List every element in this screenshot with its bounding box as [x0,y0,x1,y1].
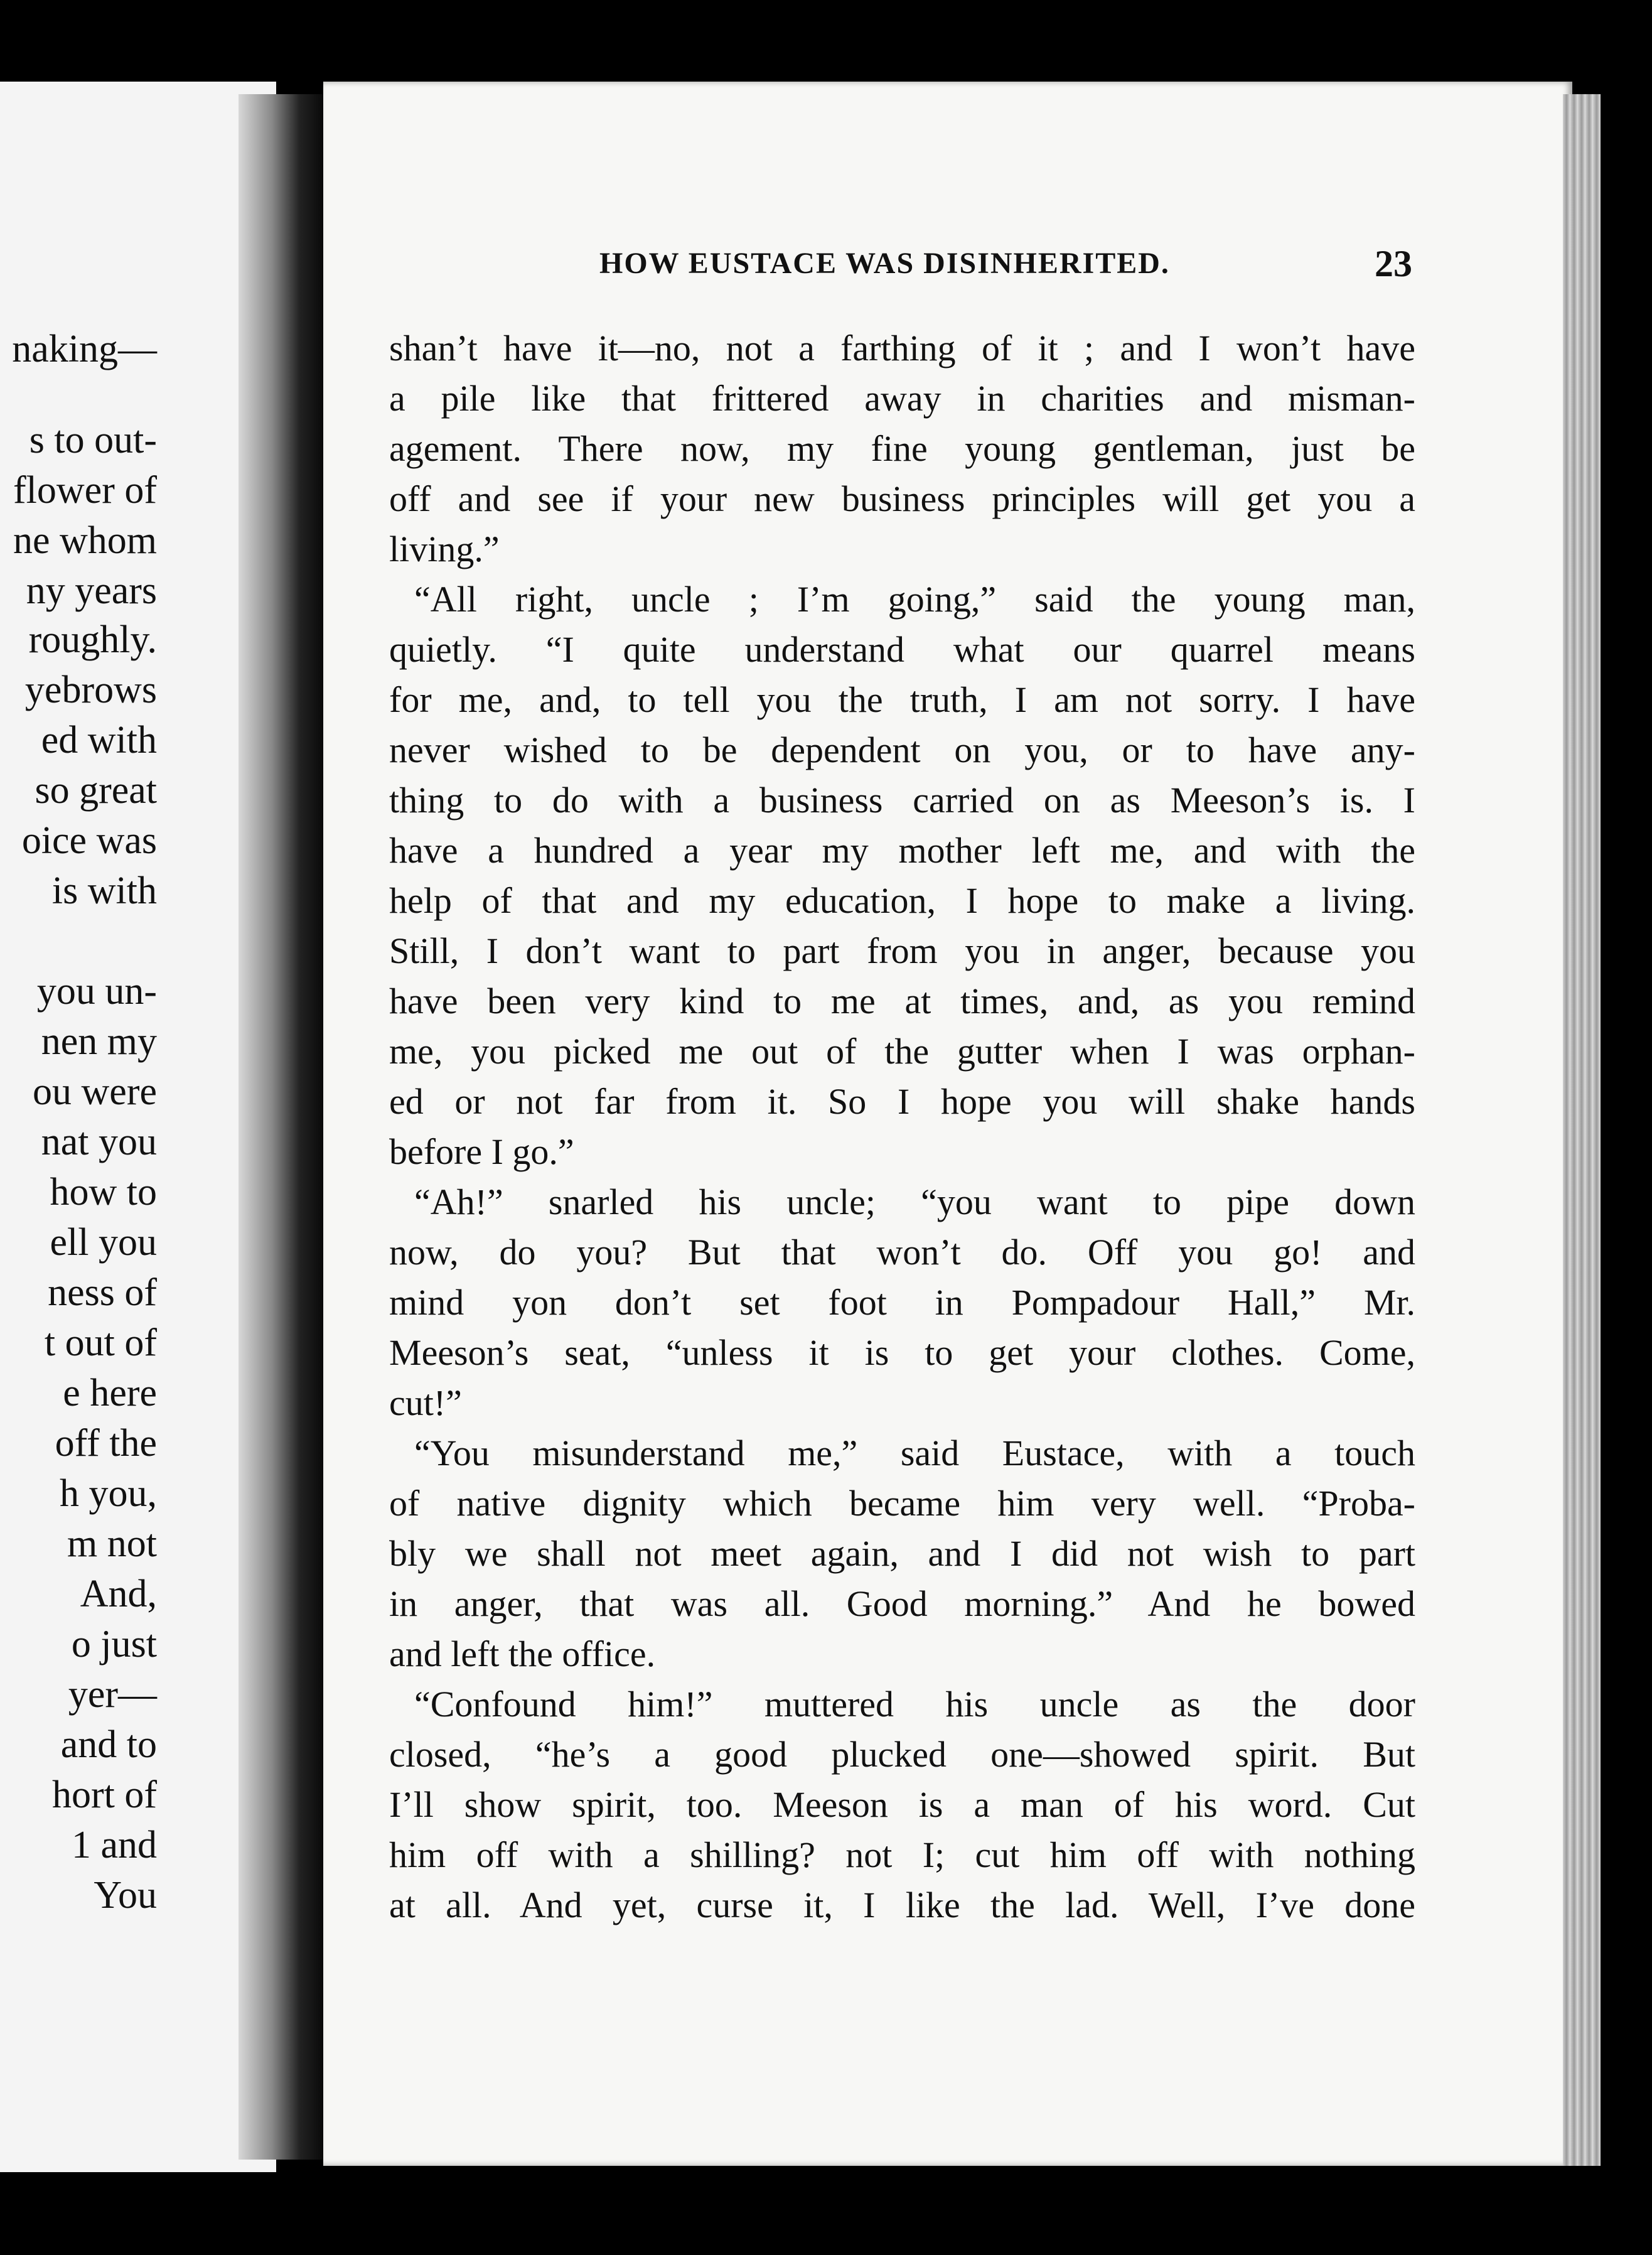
left-line: ness of [48,1271,157,1314]
text-line: mind yon don’t set foot in Pompadour Hall,” Mr. [389,1282,1415,1323]
left-line: e here [63,1372,157,1414]
text-line: have a hundred a year my mother left me, and with the [389,830,1415,871]
left-line: And, [80,1573,157,1615]
running-head: HOW EUSTACE WAS DISINHERITED. [599,247,1170,280]
text-line: “Ah!” snarled his uncle; “you want to pipe down [414,1181,1415,1222]
text-line: agement. There now, my fine young gentleman, just be [389,428,1415,469]
text-line: closed, “he’s a good plucked one—showed spirit. But [389,1734,1415,1775]
left-line: so great [35,769,157,812]
left-page [0,82,276,2172]
text-line: I’ll show spirit, too. Meeson is a man of his word. Cut [389,1784,1415,1825]
text-line: for me, and, to tell you the truth, I am not sorry. I have [389,679,1415,720]
left-line: yebrows [24,669,157,711]
text-line: never wished to be dependent on you, or to have any- [389,729,1415,770]
left-line: ell you [50,1221,157,1264]
left-line: flower of [13,469,157,512]
left-line: ou were [33,1070,157,1113]
left-line: h you, [60,1472,157,1515]
left-line: ed with [41,719,157,762]
text-line: “You misunderstand me,” said Eustace, with a touch [414,1433,1415,1473]
text-line: off and see if your new business principles will get you a [389,478,1415,519]
left-line: You [94,1874,157,1917]
text-line: bly we shall not meet again, and I did not wish to part [389,1533,1415,1574]
left-line: naking— [12,328,157,370]
text-line: quietly. “I quite understand what our quarrel means [389,629,1415,670]
left-line: ny years [26,569,157,612]
text-line: at all. And yet, curse it, I like the lad. Well, I’ve done [389,1885,1415,1925]
left-line: nat you [41,1121,157,1163]
text-line: ed or not far from it. So I hope you will shake hands [389,1081,1415,1122]
text-line: shan’t have it—no, not a farthing of it ; and I won’t have [389,328,1415,369]
text-line: of native dignity which became him very well. “Proba- [389,1483,1415,1524]
left-line: yer— [68,1673,157,1716]
left-line: hort of [51,1773,157,1816]
left-line: ne whom [13,519,157,562]
text-line: and left the office. [389,1633,656,1674]
text-line: help of that and my education, I hope to make a living. [389,880,1415,921]
text-line: living.” [389,529,500,569]
page-edges [1563,94,1601,2166]
book-gutter [239,94,333,2160]
left-line: o just [71,1623,157,1666]
text-line: Meeson’s seat, “unless it is to get your clothes. Come, [389,1332,1415,1373]
left-line: 1 and [71,1824,157,1866]
text-line: have been very kind to me at times, and, as you remind [389,981,1415,1021]
text-line: thing to do with a business carried on as Meeson’s is. I [389,780,1415,821]
text-line: Still, I don’t want to part from you in anger, because you [389,930,1415,971]
text-line: “All right, uncle ; I’m going,” said the young man, [414,579,1415,620]
left-line: nen my [41,1020,157,1063]
text-line: in anger, that was all. Good morning.” And he bowed [389,1583,1415,1624]
left-line: s to out- [29,419,157,461]
text-line: him off with a shilling? not I; cut him off with nothing [389,1834,1415,1875]
text-line: me, you picked me out of the gutter when I was orphan- [389,1031,1415,1072]
left-line: off the [55,1422,157,1465]
text-line: now, do you? But that won’t do. Off you go! and [389,1232,1415,1273]
left-line: how to [50,1171,157,1214]
left-line: you un- [36,970,157,1013]
left-line: m not [67,1522,157,1565]
text-line: “Confound him!” muttered his uncle as the door [414,1684,1415,1725]
text-line: a pile like that frittered away in charities and misman- [389,378,1415,419]
left-line: t out of [44,1321,157,1364]
left-line: and to [60,1723,157,1766]
page-number: 23 [1375,243,1412,284]
left-line: is with [51,869,157,912]
left-line: oice was [21,819,157,862]
left-line: roughly. [28,618,157,661]
text-line: before I go.” [389,1131,574,1172]
text-line: cut!” [389,1382,462,1423]
